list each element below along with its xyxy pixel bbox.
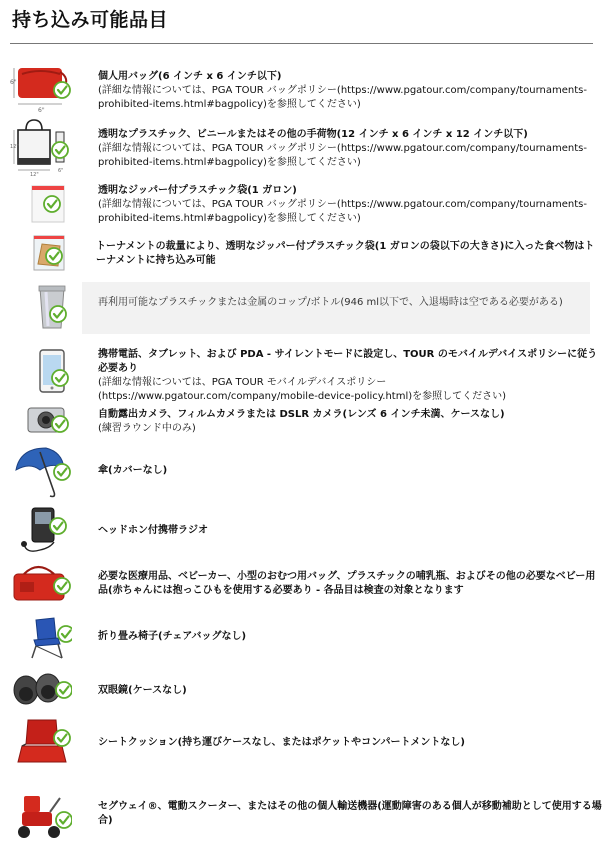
page-title: 持ち込み可能品目 — [12, 9, 169, 31]
item-desc: (詳細な情報については、PGA TOUR バッグポリシー(https://www.pgatour.com/company/tournaments-prohibited-items.html#bagpolicy)を参照してください) — [98, 199, 587, 224]
sandwich-bag-icon — [10, 234, 72, 274]
list-item — [0, 664, 616, 712]
tote-height-dim: 12" — [10, 144, 19, 150]
smartphone-icon — [10, 348, 72, 394]
title-divider — [10, 43, 593, 44]
item-title: 双眼鏡(ケースなし) — [98, 685, 187, 696]
list-item — [0, 402, 616, 438]
item-desc: (詳細な情報については、PGA TOUR モバイルデバイスポリシー(https://www.pgatour.com/company/mobile-device-policy.html)を参照してください) — [98, 377, 507, 402]
list-item — [0, 716, 616, 772]
list-item — [0, 118, 616, 180]
tote-width-dim: 12" — [30, 172, 39, 176]
item-title: シートクッション(持ち運びケースなし、またはポケットやコンパートメントなし) — [98, 737, 465, 748]
clear-tote-icon — [10, 118, 72, 176]
tote-depth-dim: 6" — [58, 168, 64, 174]
binoculars-icon — [10, 664, 72, 712]
diaper-bag-icon — [10, 560, 72, 610]
folding-chair-icon — [10, 612, 72, 660]
list-item — [0, 790, 616, 846]
umbrella-icon — [10, 444, 72, 500]
item-title: 個人用バッグ(6 インチ x 6 インチ以下) — [98, 71, 282, 82]
bag-width-dim: 6" — [38, 107, 45, 114]
red-bag-icon — [10, 64, 72, 114]
list-item — [0, 180, 616, 228]
item-desc: (詳細な情報については、PGA TOUR バッグポリシー(https://www.pgatour.com/company/tournaments-prohibited-items.html#bagpolicy)を参照してください) — [98, 85, 587, 110]
list-item — [0, 444, 616, 500]
list-item — [0, 64, 616, 114]
list-item — [0, 504, 616, 556]
radio-icon — [10, 504, 72, 556]
camera-icon — [10, 402, 72, 436]
list-item — [0, 282, 616, 334]
list-item — [0, 560, 616, 610]
list-item — [0, 344, 616, 402]
item-title: 傘(カバーなし) — [98, 465, 168, 476]
tumbler-icon — [10, 284, 72, 332]
item-title: 折り畳み椅子(チェアバッグなし) — [98, 631, 247, 642]
item-desc: (詳細な情報については、PGA TOUR バッグポリシー(https://www.pgatour.com/company/tournaments-prohibited-items.html#bagpolicy)を参照してください) — [98, 143, 587, 168]
seat-cushion-icon — [10, 716, 72, 772]
item-title: 再利用可能なプラスチックまたは金属のコップ/ボトル(946 ml以下で、入退場時は空である必要がある) — [98, 297, 563, 308]
item-title: ヘッドホン付携帯ラジオ — [98, 525, 208, 536]
item-title: トーナメントの裁量により、透明なジッパー付プラスチック袋(1 ガロンの袋以下の大きさ)に入った食べ物はトーナメントに持ち込み可能 — [96, 241, 595, 266]
item-title: 自動露出カメラ、フィルムカメラまたは DSLR カメラ(レンズ 6 インチ未満、ケースなし) — [98, 409, 505, 420]
list-item — [0, 612, 616, 660]
item-desc: (練習ラウンド中のみ) — [98, 423, 196, 434]
ziplock-bag-icon — [10, 182, 72, 226]
item-title: セグウェイ®、電動スクーター、またはその他の個人輸送機器(運動障害のある個人が移動補助として使用する場合) — [98, 801, 602, 826]
list-item — [0, 234, 616, 274]
mobility-scooter-icon — [10, 790, 72, 844]
item-title: 透明なジッパー付プラスチック袋(1 ガロン) — [98, 185, 297, 196]
bag-height-dim: 6" — [10, 79, 17, 86]
item-title: 必要な医療用品、ベビーカー、小型のおむつ用バッグ、プラスチックの哺乳瓶、およびその他の必要なベビー用品(赤ちゃんには抱っこひもを使用する必要あり - 各品目は検査の対象となります — [98, 571, 596, 596]
item-title: 携帯電話、タブレット、および PDA - サイレントモードに設定し、TOUR のモバイルデバイスポリシーに従う必要あり — [98, 349, 598, 374]
item-title: 透明なプラスチック、ビニールまたはその他の手荷物(12 インチ x 6 インチ x 12 インチ以下) — [98, 129, 528, 140]
